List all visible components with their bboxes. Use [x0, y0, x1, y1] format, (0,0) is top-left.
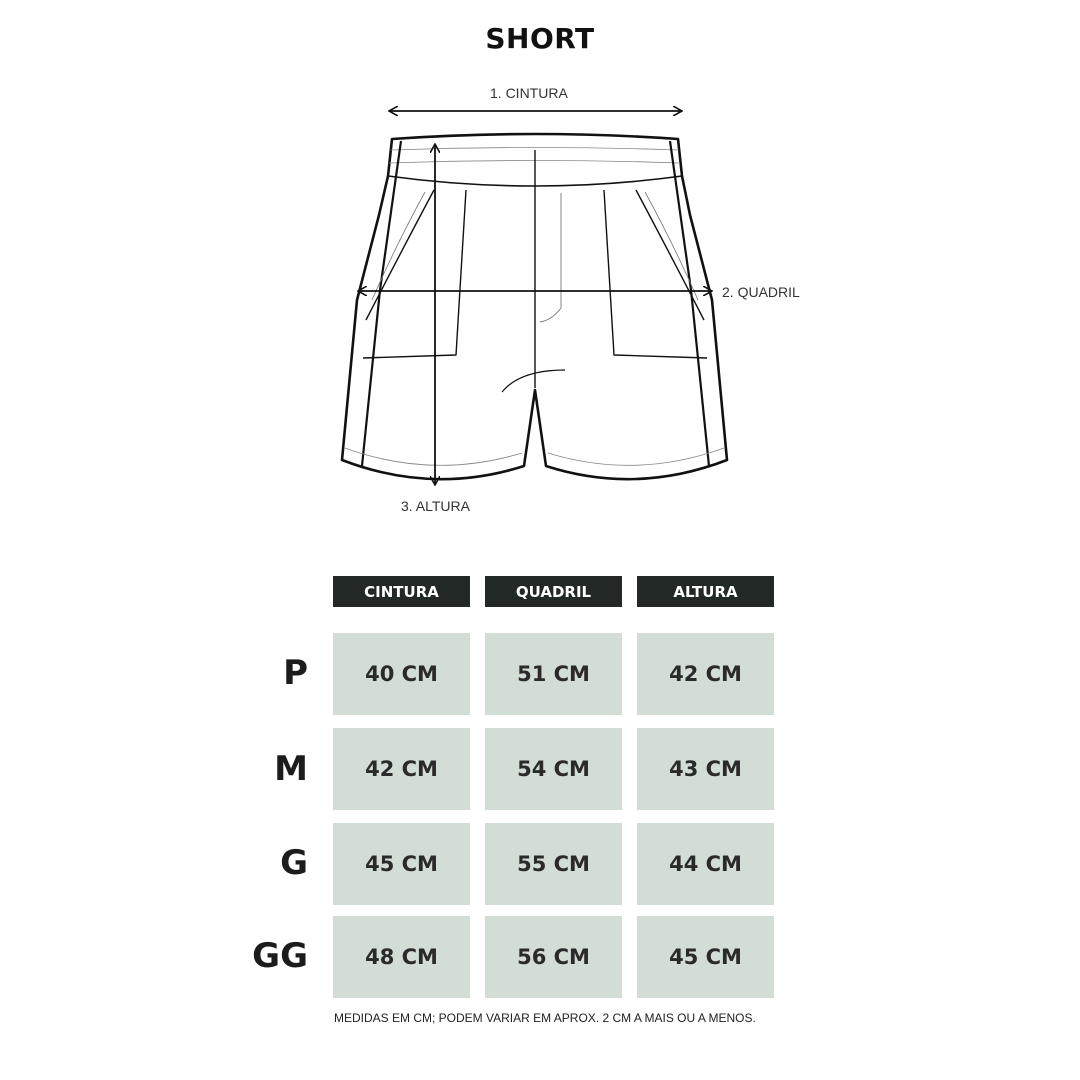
size-label-gg: GG — [252, 936, 308, 976]
cell-p-cintura: 40 CM — [333, 633, 470, 715]
waist-measure-label: 1. CINTURA — [490, 85, 568, 101]
size-label-m: M — [274, 749, 308, 789]
size-label-p: P — [283, 653, 308, 693]
cell-gg-quadril: 56 CM — [485, 916, 622, 998]
cell-m-cintura: 42 CM — [333, 728, 470, 810]
cell-gg-altura: 45 CM — [637, 916, 774, 998]
cell-m-quadril: 54 CM — [485, 728, 622, 810]
shorts-outline — [342, 134, 727, 479]
cell-m-altura: 43 CM — [637, 728, 774, 810]
header-quadril: QUADRIL — [485, 576, 622, 607]
measurement-note: MEDIDAS EM CM; PODEM VARIAR EM APROX. 2 CM A MAIS OU A MENOS. — [334, 1011, 756, 1025]
hip-measure-label: 2. QUADRIL — [722, 284, 800, 300]
header-cintura: CINTURA — [333, 576, 470, 607]
cell-g-altura: 44 CM — [637, 823, 774, 905]
cell-g-quadril: 55 CM — [485, 823, 622, 905]
size-label-g: G — [280, 843, 308, 883]
height-measure-label: 3. ALTURA — [401, 498, 470, 514]
cell-p-altura: 42 CM — [637, 633, 774, 715]
page-title: SHORT — [485, 22, 595, 55]
cell-p-quadril: 51 CM — [485, 633, 622, 715]
cell-gg-cintura: 48 CM — [333, 916, 470, 998]
cell-g-cintura: 45 CM — [333, 823, 470, 905]
header-altura: ALTURA — [637, 576, 774, 607]
